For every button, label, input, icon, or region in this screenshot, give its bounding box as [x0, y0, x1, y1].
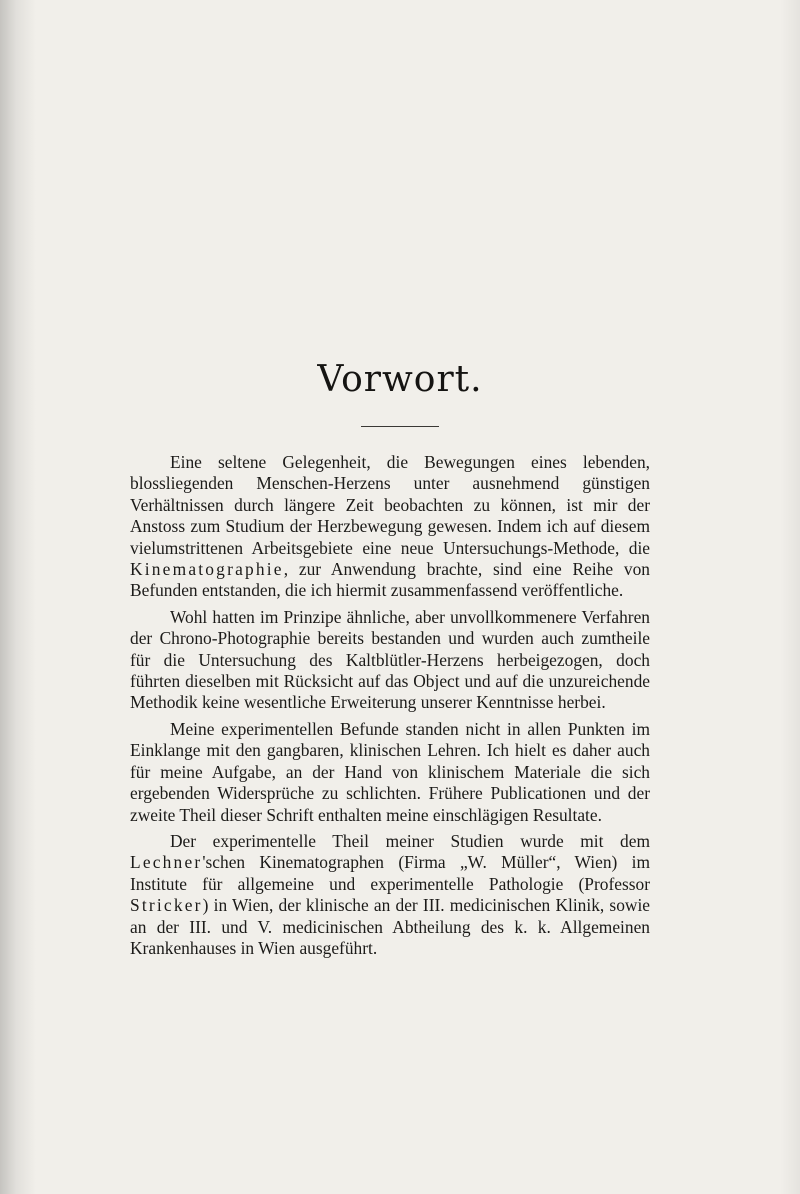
text-segment: Meine experimentellen Befunde standen nicht in allen Punkten im Einklange mit den gangbaren, klinischen Lehren. Ich hielt es daher auch für meine Aufgabe, an der Hand von klinischem Materiale die sich ergebenden Widersprüche zu schlichten. Frühere Publicationen und der zweite Theil dieser Schrift enthalten meine einschlägigen Resultate.	[130, 718, 650, 825]
page-title: Vorwort.	[317, 359, 483, 400]
title-rule	[361, 426, 439, 427]
body-text	[130, 452, 650, 964]
paragraph	[130, 607, 650, 714]
text-segment: Eine seltene Gelegenheit, die Bewegungen eines lebenden, blossliegenden Menschen-Herzens unter ausnehmend günstigen Verhältnissen durch längere Zeit beobachten zu können, ist mir der Anstoss zum Studium der Herzbewegung gewesen. Indem ich auf diesem vielumstrittenen Arbeitsgebiete eine neue Untersuchungs-Methode, die	[130, 452, 650, 558]
text-segment: Wohl hatten im Prinzipe ähnliche, aber unvollkommenere Verfahren der Chrono-Photographie bereits bestanden und wurden auch zumtheile für die Untersuchung des Kaltblütler-Herzens herbeigezogen, doch führten dieselben mit Rücksicht auf das Object und auf die unzureichende Methodik keine wesentliche Erweiterung unserer Kenntnisse herbei.	[130, 606, 650, 713]
paragraph	[130, 452, 650, 602]
emphasized-term: Kinematographie	[130, 559, 284, 580]
binding-shadow	[0, 0, 36, 1194]
text-segment: , zur Anwendung brachte, sind eine Reihe von Befunden entstanden, die ich hiermit zusammenfassend veröffentliche.	[130, 559, 650, 601]
emphasized-name: Lechner	[130, 852, 203, 873]
text-segment: Der experimentelle Theil meiner Studien wurde mit dem	[170, 830, 650, 851]
text-segment: ) in Wien, der klinische an der III. medicinischen Klinik, sowie an der III. und V. medicinischen Abtheilung des k. k. Allgemeinen Krankenhauses in Wien ausgeführt.	[130, 895, 650, 958]
emphasized-name: Stricker	[130, 895, 203, 916]
text-segment: 'schen Kinematographen (Firma „W. Müller“, Wien) im Institute für allgemeine und experimentelle Pathologie (Professor	[130, 852, 650, 894]
paragraph	[130, 831, 650, 959]
page-edge-shade	[780, 0, 800, 1194]
paragraph	[130, 719, 650, 826]
